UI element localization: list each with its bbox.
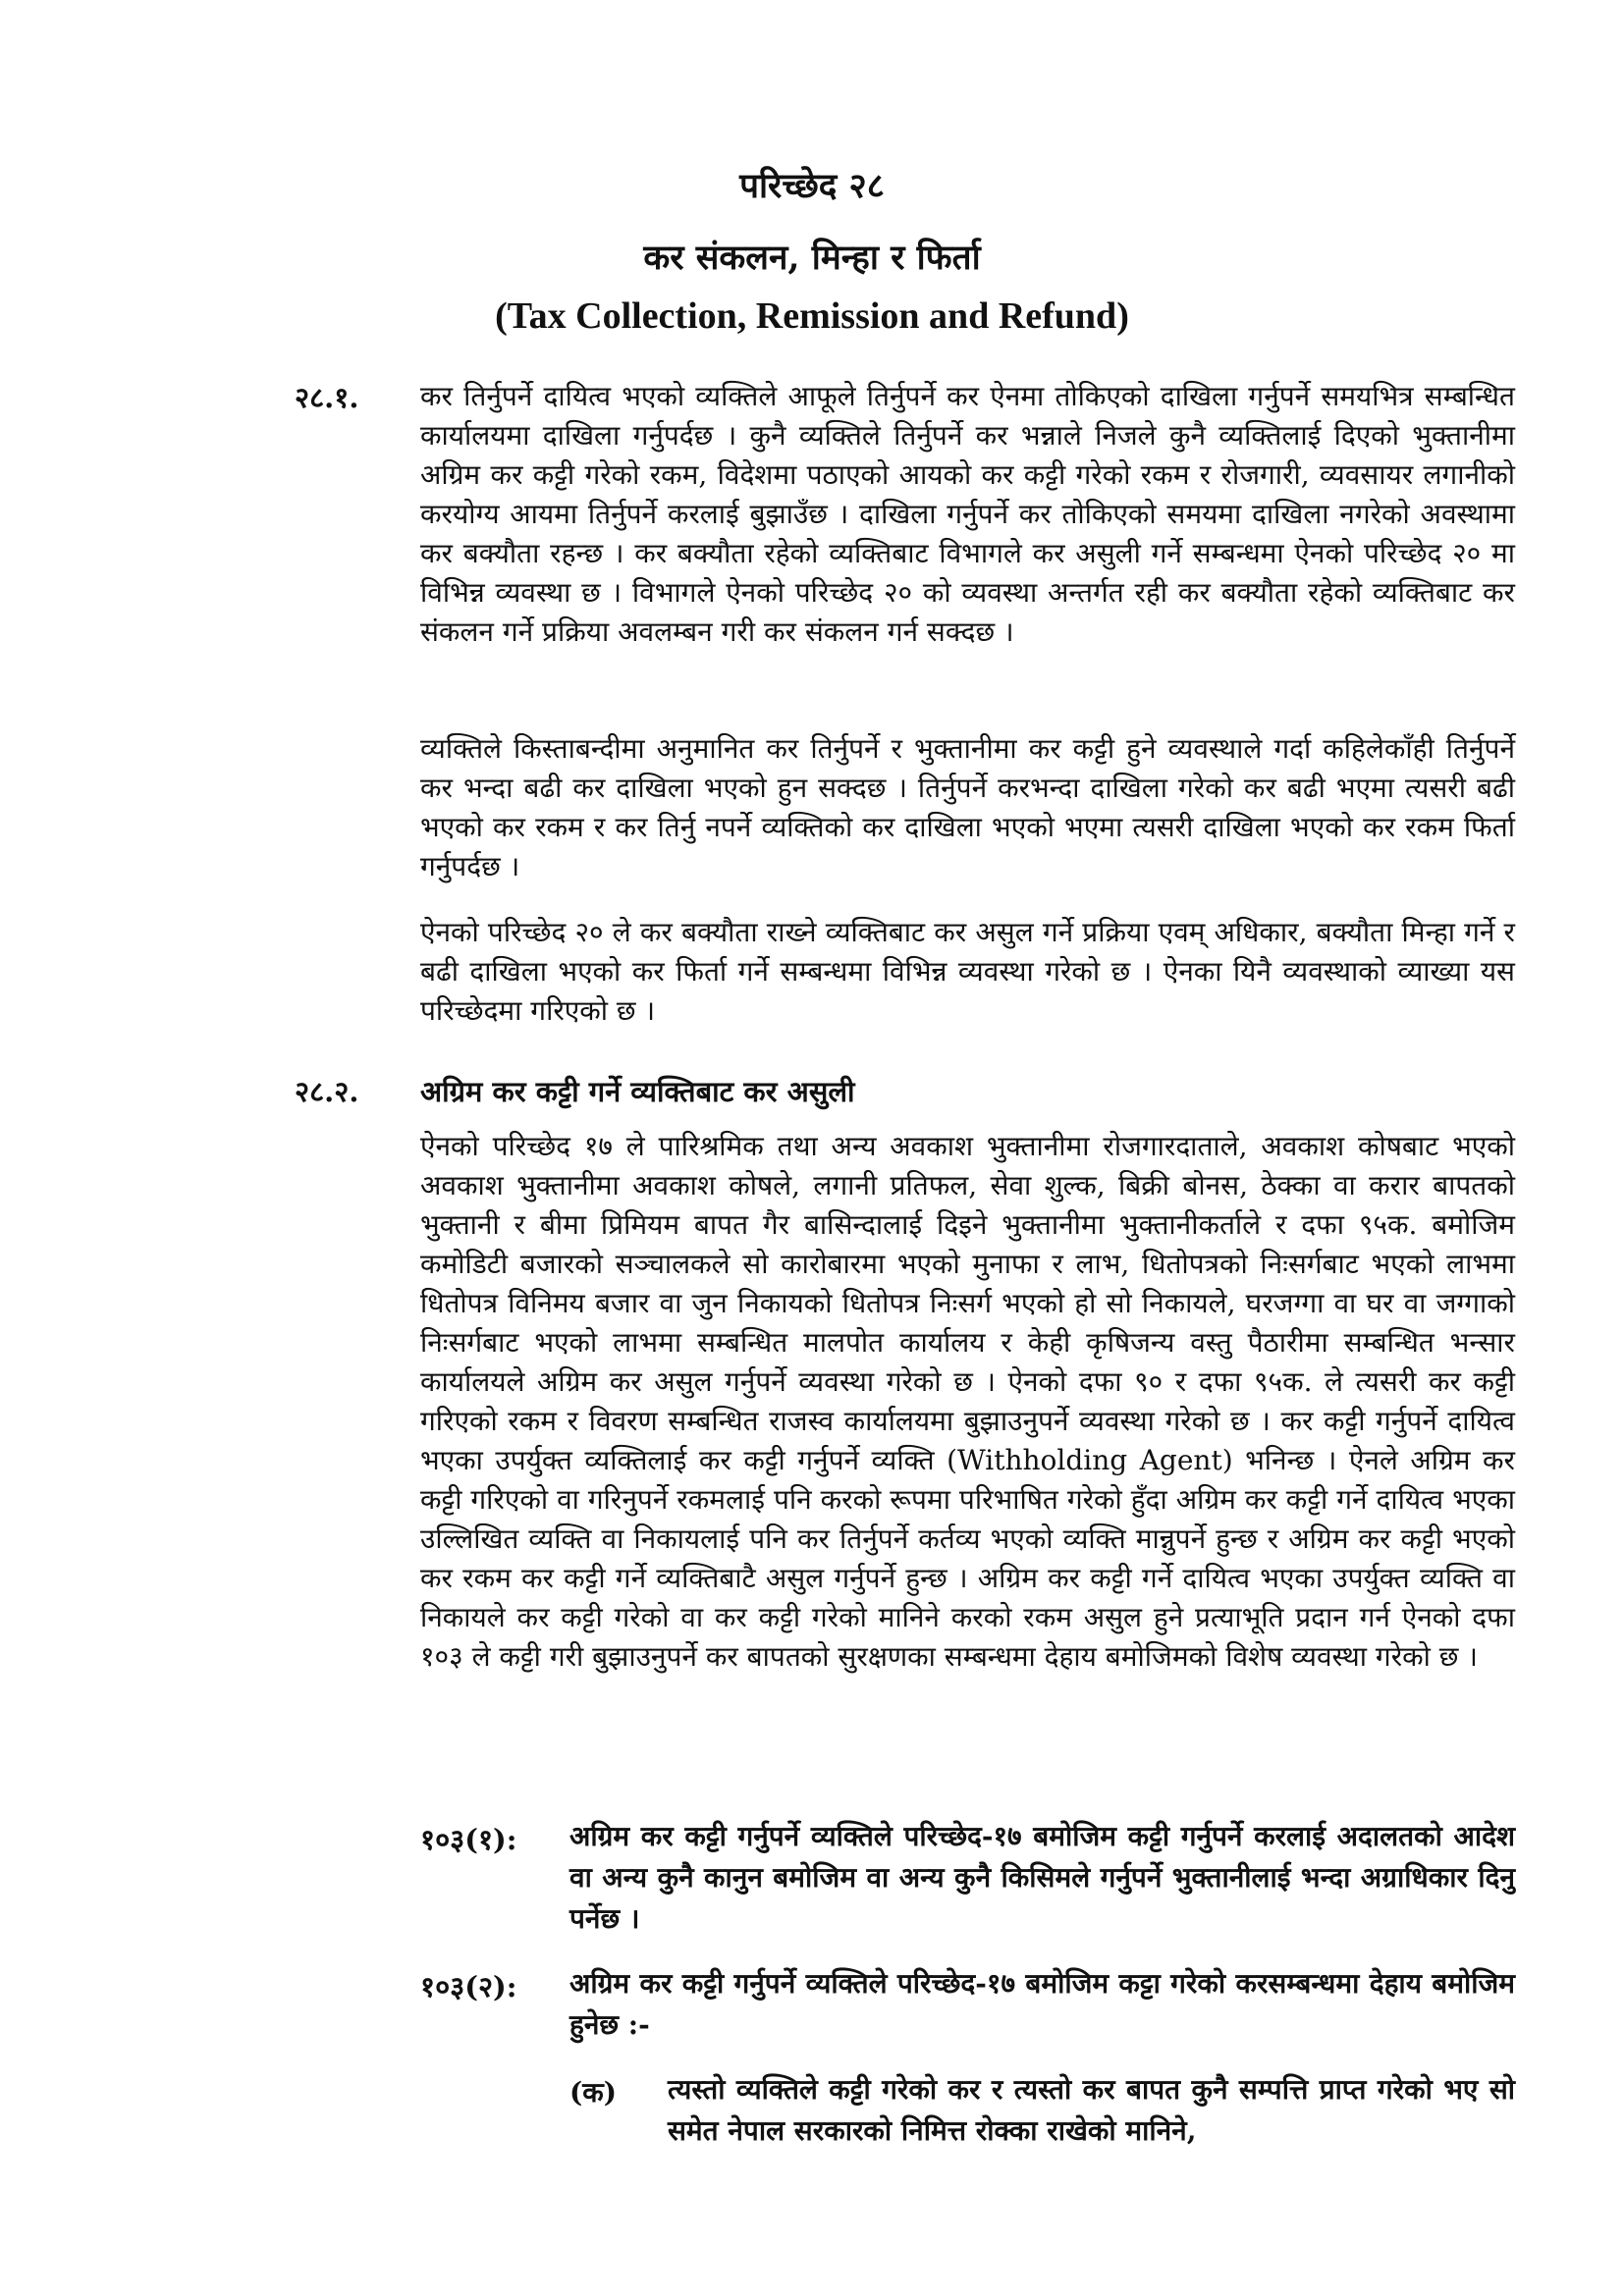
section-number-28-1: २८.१. — [295, 381, 359, 414]
clause-103-1-number: १०३(१): — [420, 1823, 517, 1856]
clause-103-2-text: अग्रिम कर कट्टी गर्नुपर्ने व्यक्तिले परिच्छेद-१७ बमोजिम कट्टा गरेको करसम्बन्धमा देहाय बमोजिम हुनेछ :- — [569, 1967, 1515, 2041]
section-28-1-paragraph-1: कर तिर्नुपर्ने दायित्व भएको व्यक्तिले आफूले तिर्नुपर्ने कर ऐनमा तोकिएको दाखिला गर्नुपर्ने समयभित्र सम्बन्धित कार्यालयमा दाखिला गर्नुपर्दछ । कुनै व्यक्तिले तिर्नुपर्ने कर भन्नाले निजले कुनै व्यक्तिलाई दिएको भुक्तानीमा अग्रिम कर कट्टी गरेको रकम, विदेशमा पठाएको आयको कर कट्टी गरेको रकम र रोजगारी, व्यवसायर लगानीको करयोग्य आयमा तिर्नुपर्ने करलाई बुझाउँछ । दाखिला गर्नुपर्ने कर तोकिएको समयमा दाखिला नगरेको अवस्थामा कर बक्यौता रहन्छ । कर बक्यौता रहेको व्यक्तिबाट विभागले कर असुली गर्ने सम्बन्धमा ऐनको परिच्छेद २० मा विभिन्न व्यवस्था छ । विभागले ऐनको परिच्छेद २० को व्यवस्था अन्तर्गत रही कर बक्यौता रहेको व्यक्तिबाट कर संकलन गर्ने प्रक्रिया अवलम्बन गरी कर संकलन गर्न सक्दछ । — [420, 380, 1515, 648]
chapter-heading: परिच्छेद २८ — [739, 166, 885, 206]
chapter-title-english: (Tax Collection, Remission and Refund) — [495, 295, 1129, 337]
section-28-2-title: अग्रिम कर कट्टी गर्ने व्यक्तिबाट कर असुली — [420, 1075, 855, 1108]
clause-103-2-number: १०३(२): — [420, 1970, 517, 2003]
sub-clause-ka-number: (क) — [569, 2076, 618, 2109]
sub-clause-ka-text: त्यस्तो व्यक्तिले कट्टी गरेको कर र त्यस्तो कर बापत कुनै सम्पत्ति प्राप्त गरेको भए सो समेत नेपाल सरकारको निमित्त रोक्का राखेको मानिने, — [668, 2073, 1515, 2147]
chapter-title: कर संकलन, मिन्हा र फिर्ता — [643, 238, 981, 278]
section-number-28-2: २८.२. — [295, 1075, 359, 1108]
section-28-2-paragraph-1: ऐनको परिच्छेद १७ ले पारिश्रमिक तथा अन्य अवकाश भुक्तानीमा रोजगारदाताले, अवकाश कोषबाट भएको अवकाश भुक्तानीमा अवकाश कोषले, लगानी प्रतिफल, सेवा शुल्क, बिक्री बोनस, ठेक्का वा करार बापतको भुक्तानी र बीमा प्रिमियम बापत गैर बासिन्दालाई दिइने भुक्तानीमा भुक्तानीकर्ताले र दफा ९५क. बमोजिम कमोडिटी बजारको सञ्चालकले सो कारोबारमा भएको मुनाफा र लाभ, धितोपत्रको निःसर्गबाट भएको लाभमा धितोपत्र विनिमय बजार वा जुन निकायको धितोपत्र निःसर्ग भएको हो सो निकायले, घरजग्गा वा घर वा जग्गाको निःसर्गबाट भएको लाभमा सम्बन्धित मालपोत कार्यालय र केही कृषिजन्य वस्तु पैठारीमा सम्बन्धित भन्सार कार्यालयले अग्रिम कर असुल गर्नुपर्ने व्यवस्था गरेको छ । ऐनको दफा ९० र दफा ९५क. ले त्यसरी कर कट्टी गरिएको रकम र विवरण सम्बन्धित राजस्व कार्यालयमा बुझाउनुपर्ने व्यवस्था गरेको छ । कर कट्टी गर्नुपर्ने दायित्व भएका उपर्युक्त व्यक्तिलाई कर कट्टी गर्नुपर्ने व्यक्ति (Withholding Agent) भनिन्छ । ऐनले अग्रिम कर कट्टी गरिएको वा गरिनुपर्ने रकमलाई पनि करको रूपमा परिभाषित गरेको हुँदा अग्रिम कर कट्टी गर्ने दायित्व भएका उल्लिखित व्यक्ति वा निकायलाई पनि कर तिर्नुपर्ने कर्तव्य भएको व्यक्ति मान्नुपर्ने हुन्छ र अग्रिम कर कट्टी भएको कर रकम कर कट्टी गर्ने व्यक्तिबाटै असुल गर्नुपर्ने हुन्छ । अग्रिम कर कट्टी गर्ने दायित्व भएका उपर्युक्त व्यक्ति वा निकायले कर कट्टी गरेको वा कर कट्टी गरेको मानिने करको रकम असुल हुने प्रत्याभूति प्रदान गर्न ऐनको दफा १०३ ले कट्टी गरी बुझाउनुपर्ने कर बापतको सुरक्षणका सम्बन्धमा देहाय बमोजिमको विशेष व्यवस्था गरेको छ । — [420, 1130, 1515, 1673]
section-28-1-paragraph-3: ऐनको परिच्छेद २० ले कर बक्यौता राख्ने व्यक्तिबाट कर असुल गर्ने प्रक्रिया एवम् अधिकार, बक्यौता मिन्हा गर्ने र बढी दाखिला भएको कर फिर्ता गर्ने सम्बन्धमा विभिन्न व्यवस्था गरेको छ । ऐनका यिनै व्यवस्थाको व्याख्या यस परिच्छेदमा गरिएको छ । — [420, 916, 1515, 1027]
clause-103-1-text: अग्रिम कर कट्टी गर्नुपर्ने व्यक्तिले परिच्छेद-१७ बमोजिम कट्टी गर्नुपर्ने करलाई अदालतको आदेश वा अन्य कुनै कानुन बमोजिम वा अन्य कुनै किसिमले गर्नुपर्ने भुक्तानीलाई भन्दा अग्राधिकार दिनु पर्नेछ । — [569, 1820, 1515, 1935]
section-28-1-paragraph-2: व्यक्तिले किस्ताबन्दीमा अनुमानित कर तिर्नुपर्ने र भुक्तानीमा कर कट्टी हुने व्यवस्थाले गर्दा कहिलेकाँही तिर्नुपर्ने कर भन्दा बढी कर दाखिला भएको हुन सक्दछ । तिर्नुपर्ने करभन्दा दाखिला गरेको कर बढी भएमा त्यसरी बढी भएको कर रकम र कर तिर्नु नपर्ने व्यक्तिको कर दाखिला भएको भएमा त्यसरी दाखिला भएको कर रकम फिर्ता गर्नुपर्दछ । — [420, 732, 1515, 882]
